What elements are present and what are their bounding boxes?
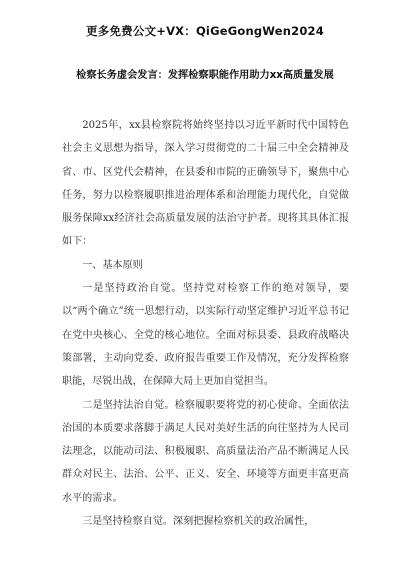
document-body	[62, 114, 349, 533]
paragraph-intro: 2025年，xx县检察院将始终坚持以习近平新时代中国特色社会主义思想为指导，深入学习贯彻党的二十届三中全会精神及省、市、区党代会精神，在县委和市院的正确领导下，聚焦中心任务，努力以检察履职推进治理体系和治理能力现代化，自觉做服务保障xx经济社会高质量发展的法治守护者。现将其具体汇报如下：	[62, 120, 349, 248]
paragraph-political: 一是坚持政治自觉。坚持党对检察工作的绝对领导，要以“两个确立”统一思想行动，以实际行动坚定维护习近平总书记在党中央核心、全党的核心地位。全面对标县委、县政府战略决策部署，主动向党委、政府报告重要工作及情况，充分发挥检察职能，尽锐出战，在保障大局上更加自觉担当。	[62, 283, 349, 388]
paragraph-rule-of-law: 二是坚持法治自觉。检察履职要将党的初心使命、全面依法治国的本质要求落脚于满足人民对美好生活的向往坚持为人民司法理念，以能动司法、积极履职、高质量法治产品不断满足人民群众对民主、法治、公平、正义、安全、环境等方面更丰富更高水平的需求。	[62, 399, 349, 504]
document-title: 检察长务虚会发言：发挥检察职能作用助力xx高质量发展	[76, 70, 334, 81]
paragraph-procuratorial: 三是坚持检察自觉。深刻把握检察机关的政治属性，	[82, 516, 315, 528]
promo-header: 更多免费公文+VX：QiGeGongWen2024	[86, 24, 324, 38]
section-heading: 一、基本原则	[82, 259, 143, 271]
